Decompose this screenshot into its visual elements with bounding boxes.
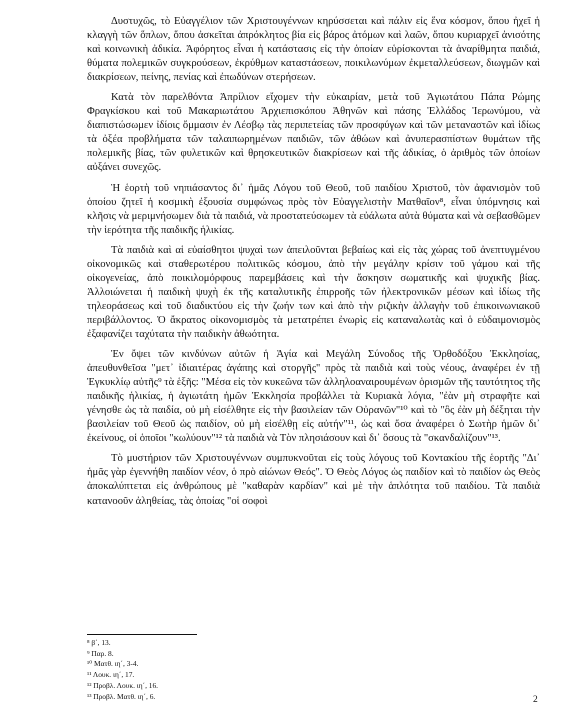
footnote-separator bbox=[87, 634, 197, 635]
footnote-8: ⁸ β΄, 13. bbox=[87, 638, 111, 647]
footnote-10: ¹⁰ Ματθ. ιη΄, 3-4. bbox=[87, 659, 139, 669]
paragraph-5: Ἐν ὄψει τῶν κινδύνων αὐτῶν ἡ Ἁγία καὶ Μεγάλη Σύνοδος τῆς Ὀρθοδόξου Ἐκκλησίας, ἀπευθυνθεῖσα "μετ᾽ ἰδιαιτέρας ἀγάπης καὶ στοργῆς" πρὸς τὰ παιδιὰ καὶ τοὺς νέους, ἀναφέρει ἐν τῇ Ἐγκυκλίῳ αὐτῆς⁹ τὰ ἑξῆς: "Μέσα εἰς τὸν κυκεῶνα τῶν ἀλληλοαναιρουμένων ὁρισμῶν τῆς ταυτότητος τῆς παιδικῆς ἡλικίας, ἡ ἁγιωτάτη ἡμῶν Ἐκκλησία προβάλλει τὰ Κυριακὰ λόγια, "ἐὰν μὴ στραφῆτε καὶ γένησθε ὡς τὰ παιδία, οὐ μὴ εἰσέλθητε εἰς τὴν βασιλείαν τῶν Οὐρανῶν"¹⁰ καὶ τὸ "ὃς ἐὰν μὴ δέξηται τὴν βασιλείαν τοῦ Θεοῦ ὡς παιδίον, οὐ μὴ εἰσέλθῃ εἰς αὐτήν"¹¹, ὡς καὶ ὅσα ἀναφέρει ὁ Σωτὴρ ἡμῶν δι᾽ ἐκείνους, οἱ ὁποῖοι "κωλύουν"¹² τὰ παιδιὰ νὰ Τὸν πλησιάσουν καὶ δι᾽ ὅσους τὰ "σκανδαλίζουν"¹³. bbox=[87, 349, 540, 445]
paragraph-2: Κατὰ τὸν παρελθόντα Ἀπρίλιον εἴχομεν τὴν εὐκαιρίαν, μετὰ τοῦ Ἁγιωτάτου Πάπα Ρώμης Φραγκίσκου καὶ τοῦ Μακαριωτάτου Ἀρχιεπισκόπου Ἀθηνῶν καὶ πάσης Ἑλλάδος Ἱερωνύμου, νὰ διαπιστώσωμεν ἰδίοις ὄμμασιν ἐν Λέσβῳ τὰς περιπετείας τῶν προσφύγων καὶ τῶν μεταναστῶν καὶ ἰδίως τὰ ὀξέα προβλήματα τῶν ταλαιπωρημένων παιδιῶν, τῶν ἀθώων καὶ ἀνυπερασπίστων θυμάτων τῆς πολεμικῆς βίας, τῶν φυλετικῶν καὶ θρησκευτικῶν διακρίσεων καὶ τῆς ἀδικίας, ὁ ἀριθμὸς τῶν ὁποίων αὐξάνει συνεχῶς. bbox=[87, 92, 540, 174]
paragraph-1: Δυστυχῶς, τὸ Εὐαγγέλιον τῶν Χριστουγέννων κηρύσσεται καὶ πάλιν εἰς ἕνα κόσμον, ὅπου ἠχεῖ ἡ κλαγγὴ τῶν ὅπλων, ὅπου ἀσκεῖται ἀπρόκλητος βία εἰς βάρος ἀτόμων καὶ λαῶν, ὅπου κυριαρχεῖ ἀνισότης καὶ κοινωνικὴ ἀδικία. Ἀφόρητος εἶναι ἡ κατάστασις εἰς τὴν ὁποίαν εὑρίσκονται τὰ ἀναρίθμητα παιδιά, θύματα πολεμικῶν συγκρούσεων, ἐκρύθμων καταστάσεων, ποικιλωνύμων ἐκμεταλλεύσεων, διωγμῶν καὶ διακρίσεων, πείνης, πενίας καὶ ἐπωδύνων στερήσεων. bbox=[87, 16, 540, 84]
paragraph-6: Τὸ μυστήριον τῶν Χριστουγέννων συμπυκνοῦται εἰς τοὺς λόγους τοῦ Κοντακίου τῆς ἑορτῆς "Δι᾽ ἡμᾶς γὰρ ἐγεννήθη παιδίον νέον, ὁ πρὸ αἰώνων Θεός". Ὁ Θεὸς Λόγος ὡς παιδίον καὶ τὸ παιδίον ὡς Θεὸς ἀποκαλύπτεται εἰς ἀνθρώπους μὲ "καθαρὰν καρδίαν" καὶ μὲ τὴν ἁπλότητα τοῦ παιδίου. Τὰ παιδιὰ κατανοοῦν ἀληθείας, τὰς ὁποίας "οἱ σοφοὶ bbox=[87, 453, 540, 507]
footnote-13: ¹³ Προβλ. Ματθ. ιη΄, 6. bbox=[87, 691, 156, 701]
footnotes bbox=[87, 638, 158, 702]
page-number: 2 bbox=[533, 695, 538, 705]
footnote-9: ⁹ Παρ. 8. bbox=[87, 648, 114, 658]
paragraph-4: Τὰ παιδιὰ καὶ αἱ εὐαίσθητοι ψυχαὶ των ἀπειλοῦνται βεβαίως καὶ εἰς τὰς χώρας τοῦ ἀνεπτυγμένου οἰκονομικῶς καὶ σταθερωτέρου πολιτικῶς κόσμου, ἀπὸ τὴν μεγάλην κρίσιν τοῦ γάμου καὶ τῆς οἰκογενείας, ἀπὸ ποικιλομόρφους παρεμβάσεις καὶ τὴν ἄσκησιν σωματικῆς καὶ ψυχικῆς βίας. Ἀλλοιώνεται ἡ παιδικὴ ψυχὴ ἐκ τῆς καταλυτικῆς ἐπιρροῆς τῶν ἠλεκτρονικῶν μέσων καὶ ἰδίως τῆς τηλεοράσεως καὶ τοῦ διαδικτύου εἰς τὴν ζωήν των καὶ ἀπὸ τὴν ριζικὴν ἀλλαγὴν τοῦ ἐπικοινωνιακοῦ περιβάλλοντος. Ὁ ἄκρατος οἰκονομισμὸς τὰ μετατρέπει ἐνωρὶς εἰς καταναλωτὰς καὶ ὁ εὐδαιμονισμὸς ἐξαφανίζει ταχύτατα τὴν παιδικὴν ἀθωότητα. bbox=[87, 244, 540, 340]
body-text bbox=[87, 15, 540, 515]
footnote-12: ¹² Προβλ. Λουκ. ιη΄, 16. bbox=[87, 680, 159, 690]
footnote-11: ¹¹ Λουκ. ιη΄, 17. bbox=[87, 670, 135, 680]
paragraph-3: Ἡ ἑορτὴ τοῦ νηπιάσαντος δι᾽ ἡμᾶς Λόγου τοῦ Θεοῦ, τοῦ παιδίου Χριστοῦ, τὸν ἀφανισμὸν τοῦ ὁποίου ζητεῖ ἡ κοσμικὴ ἐξουσία συμφώνως πρὸς τὸν Εὐαγγελιστὴν Ματθαῖον⁸, εἶναι ὑπόμνησις καὶ κλῆσις νὰ μεριμνήσωμεν διὰ τὰ παιδιά, νὰ προστατεύσωμεν τὰ εὐάλωτα αὐτὰ θύματα καὶ νὰ σεβασθῶμεν τὴν ἱερότητα τῆς παιδικῆς ἡλικίας. bbox=[87, 182, 540, 236]
